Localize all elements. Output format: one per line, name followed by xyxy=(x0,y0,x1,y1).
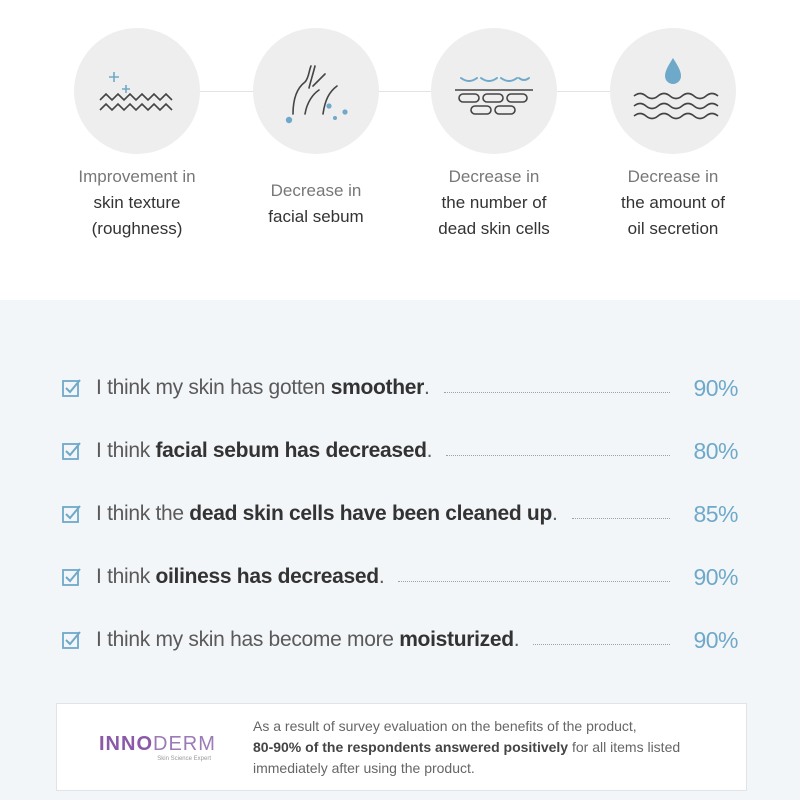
checkbox-checked-icon xyxy=(62,504,82,524)
survey-item-sebum xyxy=(62,436,738,466)
benefit-caption-line1: Decrease in xyxy=(448,167,540,186)
innoderm-logo: INNODERM Skin Science Expert xyxy=(99,734,219,762)
note-line3: immediately after using the product. xyxy=(253,760,475,776)
survey-item-smoother xyxy=(62,373,738,403)
survey-percent: 85% xyxy=(693,500,738,527)
note-line2: 80-90% of the respondents answered positively for all items listed xyxy=(253,739,681,755)
benefits-section xyxy=(0,0,800,300)
survey-note-box xyxy=(56,703,747,791)
benefit-oil-secretion xyxy=(583,28,763,238)
survey-statement: I think facial sebum has decreased. xyxy=(96,439,433,462)
benefit-caption-line3: dead skin cells xyxy=(438,219,550,238)
benefit-caption-line2: the number of xyxy=(441,193,547,212)
survey-statement: I think my skin has gotten smoother. xyxy=(96,376,430,399)
dead-skin-cells-icon xyxy=(431,28,557,154)
survey-percent: 90% xyxy=(693,626,738,653)
benefit-caption xyxy=(47,164,227,242)
checkbox-checked-icon xyxy=(62,441,82,461)
dotted-leader xyxy=(533,644,670,645)
benefit-facial-sebum xyxy=(226,28,406,226)
benefit-caption-line1: Decrease in xyxy=(627,167,719,186)
survey-percent: 90% xyxy=(693,374,738,401)
benefit-caption xyxy=(583,164,763,242)
dotted-leader xyxy=(398,581,670,582)
benefit-caption-line2: skin texture xyxy=(93,193,181,212)
hair-follicle-sebum-icon xyxy=(253,28,379,154)
survey-percent: 90% xyxy=(693,563,738,590)
benefit-caption-line1: Decrease in xyxy=(270,181,362,200)
survey-item-dead-skin xyxy=(62,499,738,529)
benefit-caption xyxy=(404,164,584,242)
benefit-caption-line2: the amount of xyxy=(621,193,725,212)
benefit-caption-line3: (roughness) xyxy=(91,219,183,238)
survey-percent: 80% xyxy=(693,437,738,464)
oil-drop-waves-icon xyxy=(610,28,736,154)
logo-tagline: Skin Science Expert xyxy=(157,756,211,762)
benefit-caption-line2: facial sebum xyxy=(268,207,364,226)
checkbox-checked-icon xyxy=(62,378,82,398)
survey-item-moisturized xyxy=(62,625,738,655)
benefit-dead-skin-cells xyxy=(404,28,584,238)
dotted-leader xyxy=(446,455,670,456)
survey-item-oiliness xyxy=(62,562,738,592)
survey-note-text xyxy=(253,716,733,779)
survey-statement: I think the dead skin cells have been cleaned up. xyxy=(96,502,558,525)
checkbox-checked-icon xyxy=(62,567,82,587)
checkbox-checked-icon xyxy=(62,630,82,650)
survey-statement: I think oiliness has decreased. xyxy=(96,565,385,588)
skin-texture-icon xyxy=(74,28,200,154)
survey-statement: I think my skin has become more moisturized. xyxy=(96,628,520,651)
benefit-skin-texture xyxy=(47,28,227,238)
dotted-leader xyxy=(444,392,670,393)
benefit-caption-line3: oil secretion xyxy=(627,219,719,238)
benefit-caption xyxy=(226,178,406,230)
note-line1: As a result of survey evaluation on the benefits of the product, xyxy=(253,718,637,734)
dotted-leader xyxy=(572,518,670,519)
benefit-caption-line1: Improvement in xyxy=(78,167,196,186)
